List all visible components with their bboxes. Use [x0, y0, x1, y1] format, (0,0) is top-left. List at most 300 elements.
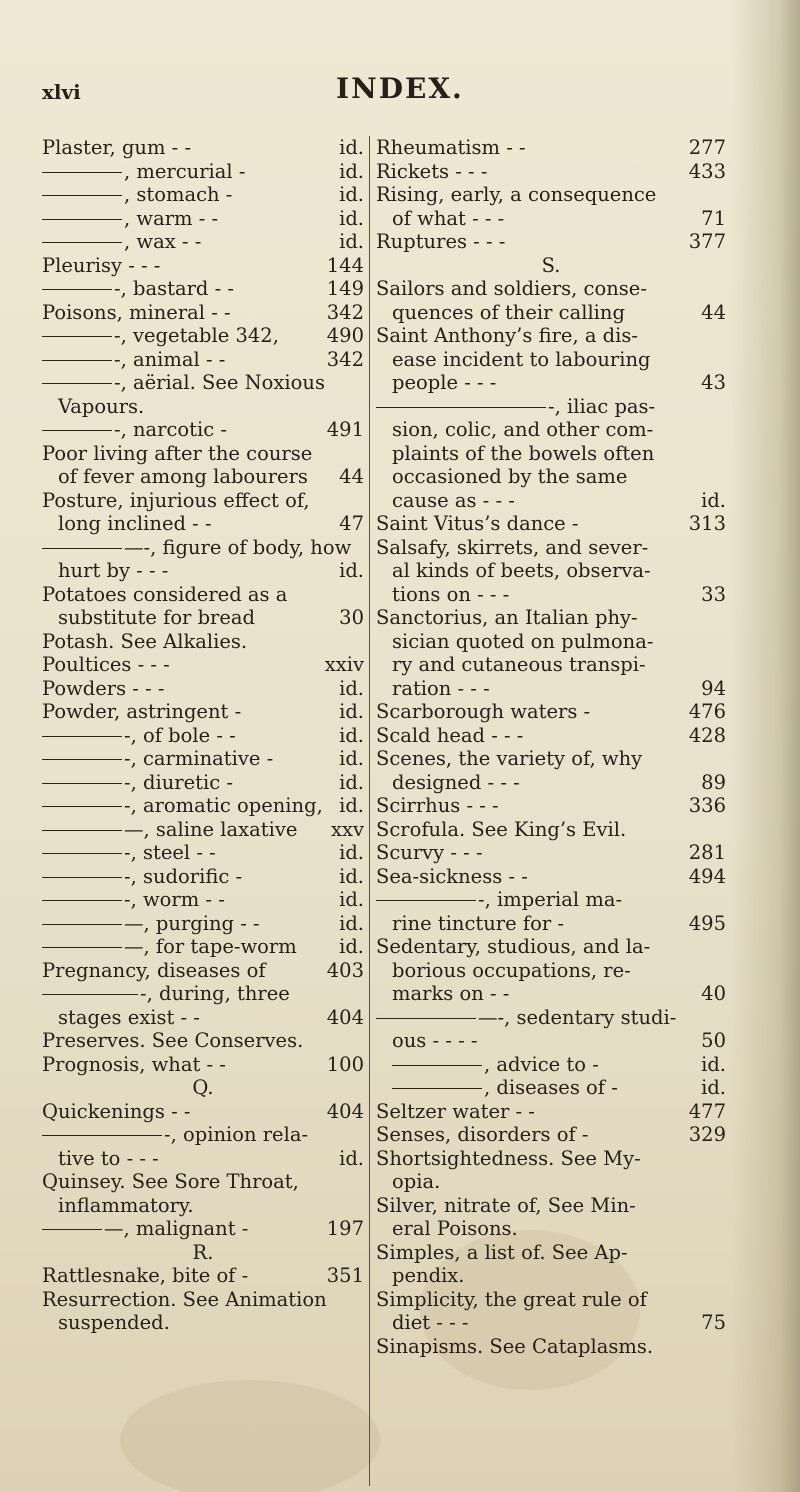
index-entry — [376, 160, 726, 184]
entry-text: —, purging - - — [124, 911, 260, 935]
index-entry — [42, 630, 364, 654]
entry-text: Sanctorius, an Italian phy- — [376, 606, 638, 629]
entry-text: -, iliac pas- — [548, 394, 656, 418]
index-entry — [42, 724, 364, 748]
entry-text: inflammatory. — [58, 1193, 194, 1217]
index-entry — [42, 959, 364, 983]
index-entry — [42, 442, 364, 466]
entry-page-ref: id. — [339, 159, 364, 183]
index-entry — [376, 935, 726, 959]
entry-text: —-, figure of body, how — [124, 535, 352, 559]
entry-page-ref: 197 — [326, 1217, 364, 1240]
entry-page-ref: id. — [339, 183, 364, 206]
entry-text: , warm - - — [124, 206, 219, 230]
index-entry — [376, 747, 726, 771]
entry-text: -, narcotic - — [114, 418, 227, 441]
entry-text: -, imperial ma- — [478, 888, 623, 911]
entry-page-ref: 75 — [701, 1311, 726, 1334]
entry-page-ref: xxv — [330, 817, 364, 841]
entry-text: borious occupations, re- — [392, 958, 631, 982]
index-entry — [376, 982, 726, 1006]
index-entry — [376, 1170, 726, 1194]
entry-text: Ruptures - - - — [376, 230, 506, 253]
entry-page-ref: id. — [339, 676, 364, 700]
index-entry — [42, 348, 364, 372]
index-entry — [42, 254, 364, 278]
ditto-rule — [42, 336, 112, 337]
entry-text: -, bastard - - — [114, 277, 234, 300]
entry-page-ref: 377 — [688, 230, 726, 253]
entry-text: -, steel - - — [124, 841, 216, 864]
index-entry — [42, 1006, 364, 1030]
entry-text: occasioned by the same — [392, 465, 628, 488]
entry-page-ref: 71 — [701, 206, 726, 230]
entry-text: Posture, injurious effect of, — [42, 488, 310, 512]
entry-page-ref: 50 — [701, 1029, 726, 1052]
section-letter: R. — [192, 1240, 214, 1264]
entry-text: diet - - - — [392, 1311, 469, 1334]
entry-text: Pregnancy, diseases of — [42, 958, 266, 982]
entry-text: -, aromatic opening, — [124, 794, 323, 817]
entry-page-ref: 94 — [701, 676, 726, 700]
index-entry — [376, 324, 726, 348]
index-entry — [376, 1053, 726, 1077]
entry-text: Preserves. See Conserves. — [42, 1029, 304, 1052]
entry-page-ref: 144 — [326, 253, 364, 277]
entry-page-ref: 336 — [688, 794, 726, 817]
index-entry — [376, 841, 726, 865]
index-entry — [376, 1264, 726, 1288]
index-entry — [42, 1029, 364, 1053]
entry-page-ref: id. — [701, 1076, 726, 1099]
ditto-rule — [42, 877, 122, 878]
entry-page-ref: xxiv — [324, 653, 364, 676]
entry-text: Quickenings - - — [42, 1099, 191, 1123]
entry-page-ref: 495 — [688, 911, 726, 935]
index-entry — [42, 771, 364, 795]
index-entry — [376, 301, 726, 325]
entry-text: Scenes, the variety of, why — [376, 747, 643, 770]
entry-page-ref: id. — [339, 559, 364, 582]
entry-page-ref: id. — [339, 1146, 364, 1170]
entry-page-ref: 44 — [701, 300, 726, 324]
entry-page-ref: 281 — [688, 841, 726, 864]
entry-text: Senses, disorders of - — [376, 1123, 589, 1146]
index-entry — [42, 207, 364, 231]
section-letter: Q. — [192, 1076, 214, 1099]
entry-page-ref: 404 — [326, 1099, 364, 1123]
entry-page-ref: id. — [339, 841, 364, 864]
entry-page-ref: id. — [701, 488, 726, 512]
entry-text: Sedentary, studious, and la- — [376, 935, 651, 958]
index-entry — [42, 747, 364, 771]
entry-page-ref: 342 — [326, 300, 364, 324]
entry-page-ref: 403 — [326, 958, 364, 982]
ditto-rule — [42, 242, 122, 243]
index-section-letter — [376, 254, 726, 278]
ditto-rule — [42, 994, 138, 995]
entry-text: Shortsightedness. See My- — [376, 1146, 641, 1170]
index-entry — [376, 1217, 726, 1241]
ditto-rule — [42, 383, 112, 384]
entry-text: of fever among labourers — [58, 465, 308, 488]
paper-stain — [120, 1380, 380, 1492]
index-entry — [376, 583, 726, 607]
index-entry — [376, 865, 726, 889]
entry-page-ref: 490 — [326, 324, 364, 347]
entry-page-ref: 40 — [701, 982, 726, 1005]
entry-page-ref: 44 — [339, 465, 364, 488]
entry-text: Salsafy, skirrets, and sever- — [376, 535, 649, 559]
index-entry — [376, 888, 726, 912]
entry-text: Vapours. — [58, 394, 145, 418]
entry-text: -, vegetable 342, — [114, 324, 279, 347]
entry-text: -, sudorific - — [124, 864, 243, 888]
ditto-rule — [42, 806, 122, 807]
entry-page-ref: 30 — [339, 606, 364, 629]
entry-text: Sinapisms. See Cataplasms. — [376, 1334, 654, 1358]
entry-page-ref: id. — [339, 230, 364, 253]
index-entry — [376, 1029, 726, 1053]
index-entry — [42, 395, 364, 419]
index-entry — [42, 606, 364, 630]
entry-text: -, animal - - — [114, 347, 226, 371]
index-entry — [376, 700, 726, 724]
entry-text: opia. — [392, 1170, 441, 1193]
entry-text: long inclined - - — [58, 512, 212, 535]
index-entry — [42, 677, 364, 701]
entry-text: hurt by - - - — [58, 559, 169, 582]
index-entry — [376, 230, 726, 254]
entry-page-ref: 342 — [326, 347, 364, 371]
entry-text: marks on - - — [392, 982, 510, 1005]
index-entry — [42, 183, 364, 207]
entry-text: Rattlesnake, bite of - — [42, 1264, 249, 1287]
page-header — [0, 72, 800, 112]
index-entry — [42, 160, 364, 184]
entry-text: Scrofula. See King’s Evil. — [376, 817, 627, 841]
entry-text: —, for tape-worm — [124, 935, 297, 958]
entry-page-ref: id. — [339, 864, 364, 888]
index-entry — [376, 653, 726, 677]
index-entry — [42, 324, 364, 348]
entry-text: Quinsey. See Sore Throat, — [42, 1170, 299, 1193]
entry-page-ref: id. — [701, 1052, 726, 1076]
ditto-rule — [42, 1135, 162, 1136]
entry-text: Resurrection. See Animation — [42, 1287, 327, 1311]
index-entry — [376, 1311, 726, 1335]
entry-text: al kinds of beets, observa- — [392, 559, 651, 582]
index-entry — [42, 935, 364, 959]
index-entry — [42, 841, 364, 865]
entry-text: Poultices - - - — [42, 653, 170, 676]
ditto-rule — [392, 1065, 482, 1066]
index-entry — [42, 818, 364, 842]
index-entry — [376, 1006, 726, 1030]
index-entry — [376, 771, 726, 795]
index-entry — [42, 277, 364, 301]
index-entry — [42, 465, 364, 489]
entry-text: Prognosis, what - - — [42, 1052, 226, 1076]
entry-text: people - - - — [392, 371, 497, 394]
index-entry — [42, 982, 364, 1006]
entry-text: -, opinion rela- — [164, 1123, 309, 1146]
ditto-rule — [42, 830, 122, 831]
entry-text: Simples, a list of. See Ap- — [376, 1240, 628, 1264]
index-entry — [42, 371, 364, 395]
entry-page-ref: 277 — [688, 136, 726, 159]
ditto-rule — [376, 407, 546, 408]
entry-text: -, worm - - — [124, 888, 225, 911]
index-entry — [376, 371, 726, 395]
index-entry — [376, 207, 726, 231]
entry-text: sion, colic, and other com- — [392, 418, 654, 441]
entry-page-ref: id. — [339, 700, 364, 723]
ditto-rule — [42, 289, 112, 290]
entry-text: , diseases of - — [484, 1076, 618, 1099]
entry-text: -, aërial. See Noxious — [114, 371, 325, 394]
index-entry — [42, 865, 364, 889]
index-column-right — [376, 136, 726, 1358]
section-letter: S. — [541, 253, 561, 277]
ditto-rule — [42, 783, 122, 784]
index-entry — [42, 1194, 364, 1218]
entry-text: Rickets - - - — [376, 159, 488, 183]
entry-page-ref: 100 — [326, 1052, 364, 1076]
index-entry — [42, 912, 364, 936]
entry-text: Potash. See Alkalies. — [42, 629, 248, 653]
index-entry — [376, 559, 726, 583]
index-entry — [376, 136, 726, 160]
entry-text: of what - - - — [392, 206, 505, 230]
page-edge-shadow — [730, 0, 800, 1492]
entry-text: , wax - - — [124, 230, 202, 253]
index-entry — [42, 653, 364, 677]
ditto-rule — [42, 1229, 102, 1230]
index-entry — [42, 1217, 364, 1241]
index-entry — [42, 888, 364, 912]
index-entry — [376, 959, 726, 983]
index-entry — [376, 442, 726, 466]
entry-page-ref: 89 — [701, 770, 726, 794]
index-entry — [376, 818, 726, 842]
entry-text: —, malignant - — [104, 1217, 249, 1240]
entry-page-ref: 428 — [688, 723, 726, 747]
entry-text: —-, sedentary studi- — [478, 1005, 677, 1029]
entry-page-ref: id. — [339, 794, 364, 817]
entry-page-ref: 351 — [326, 1264, 364, 1287]
entry-page-ref: id. — [339, 206, 364, 230]
index-section-letter — [42, 1241, 364, 1265]
entry-page-ref: 476 — [688, 700, 726, 723]
entry-page-ref: id. — [339, 747, 364, 770]
index-entry — [376, 630, 726, 654]
entry-text: Powders - - - — [42, 676, 165, 700]
entry-text: ry and cutaneous transpi- — [392, 653, 646, 676]
index-entry — [376, 1194, 726, 1218]
index-entry — [42, 1311, 364, 1335]
entry-text: Rheumatism - - — [376, 136, 526, 159]
ditto-rule — [42, 924, 122, 925]
entry-page-ref: 433 — [688, 159, 726, 183]
entry-text: Saint Vitus’s dance - — [376, 512, 579, 535]
index-entry — [42, 1147, 364, 1171]
index-entry — [42, 1123, 364, 1147]
ditto-rule — [376, 1018, 476, 1019]
entry-text: plaints of the bowels often — [392, 441, 655, 465]
entry-text: Scald head - - - — [376, 723, 524, 747]
entry-page-ref: 494 — [688, 864, 726, 888]
index-entry — [42, 583, 364, 607]
ditto-rule — [42, 947, 122, 948]
index-entry — [42, 536, 364, 560]
index-entry — [42, 301, 364, 325]
index-entry — [42, 230, 364, 254]
index-entry — [42, 418, 364, 442]
ditto-rule — [42, 900, 122, 901]
index-entry — [376, 465, 726, 489]
column-divider — [369, 136, 370, 1486]
entry-text: —, saline laxative — [124, 817, 298, 841]
entry-page-ref: id. — [339, 770, 364, 794]
index-section-letter — [42, 1076, 364, 1100]
entry-page-ref: id. — [339, 911, 364, 935]
index-entry — [376, 724, 726, 748]
entry-text: Silver, nitrate of, See Min- — [376, 1193, 636, 1217]
entry-page-ref: 491 — [326, 418, 364, 441]
index-entry — [376, 489, 726, 513]
index-entry — [42, 794, 364, 818]
entry-text: , mercurial - — [124, 159, 246, 183]
entry-text: quences of their calling — [392, 300, 625, 324]
index-entry — [376, 1147, 726, 1171]
index-entry — [376, 418, 726, 442]
entry-text: Seltzer water - - — [376, 1099, 535, 1123]
entry-page-ref: 43 — [701, 371, 726, 394]
entry-text: suspended. — [58, 1311, 170, 1334]
entry-page-ref: 329 — [688, 1123, 726, 1146]
entry-text: rine tincture for - — [392, 911, 564, 935]
entry-text: tions on - - - — [392, 582, 510, 606]
ditto-rule — [392, 1088, 482, 1089]
entry-page-ref: 313 — [688, 512, 726, 535]
index-entry — [376, 536, 726, 560]
ditto-rule — [42, 172, 122, 173]
entry-text: pendix. — [392, 1264, 465, 1287]
ditto-rule — [376, 900, 476, 901]
index-entry — [376, 348, 726, 372]
index-entry — [376, 912, 726, 936]
index-entry — [376, 1123, 726, 1147]
entry-page-ref: 477 — [688, 1099, 726, 1123]
index-entry — [376, 183, 726, 207]
entry-text: cause as - - - — [392, 488, 515, 512]
page-number: xlvi — [42, 80, 81, 104]
entry-text: eral Poisons. — [392, 1217, 518, 1240]
entry-page-ref: id. — [339, 136, 364, 159]
entry-text: -, carminative - — [124, 747, 274, 770]
index-entry — [376, 1335, 726, 1359]
entry-text: -, during, three — [140, 982, 290, 1005]
entry-text: Potatoes considered as a — [42, 582, 288, 606]
index-entry — [42, 1053, 364, 1077]
entry-text: ration - - - — [392, 676, 490, 700]
entry-text: ous - - - - — [392, 1029, 478, 1052]
entry-text: Simplicity, the great rule of — [376, 1287, 647, 1311]
page-title: INDEX. — [336, 72, 464, 105]
index-entry — [42, 489, 364, 513]
index-entry — [42, 136, 364, 160]
entry-text: ease incident to labouring — [392, 347, 651, 371]
entry-text: stages exist - - — [58, 1005, 200, 1029]
entry-text: Saint Anthony’s fire, a dis- — [376, 324, 638, 347]
entry-text: Sailors and soldiers, conse- — [376, 277, 647, 300]
index-entry — [376, 1288, 726, 1312]
ditto-rule — [42, 736, 122, 737]
entry-page-ref: 47 — [339, 512, 364, 535]
entry-text: Scirrhus - - - — [376, 794, 499, 817]
index-entry — [42, 1170, 364, 1194]
entry-text: tive to - - - — [58, 1146, 159, 1170]
index-entry — [42, 1100, 364, 1124]
index-entry — [376, 1100, 726, 1124]
ditto-rule — [42, 759, 122, 760]
index-entry — [42, 512, 364, 536]
entry-text: substitute for bread — [58, 606, 256, 629]
entry-text: Sea-sickness - - — [376, 864, 528, 888]
index-entry — [42, 559, 364, 583]
entry-text: Plaster, gum - - — [42, 136, 192, 159]
ditto-rule — [42, 430, 112, 431]
entry-page-ref: id. — [339, 888, 364, 911]
entry-text: , advice to - — [484, 1052, 599, 1076]
index-entry — [42, 700, 364, 724]
ditto-rule — [42, 853, 122, 854]
entry-text: designed - - - — [392, 770, 520, 794]
index-entry — [42, 1264, 364, 1288]
entry-text: Powder, astringent - — [42, 700, 242, 723]
entry-page-ref: id. — [339, 935, 364, 958]
entry-text: Poisons, mineral - - — [42, 300, 231, 324]
entry-text: Scarborough waters - — [376, 700, 591, 723]
entry-text: , stomach - — [124, 183, 233, 206]
index-entry — [376, 512, 726, 536]
entry-page-ref: id. — [339, 723, 364, 747]
index-entry — [376, 677, 726, 701]
index-entry — [42, 1288, 364, 1312]
entry-text: -, of bole - - — [124, 723, 236, 747]
entry-text: Poor living after the course — [42, 441, 313, 465]
entry-text: sician quoted on pulmona- — [392, 629, 654, 653]
entry-page-ref: 33 — [701, 582, 726, 606]
entry-page-ref: 149 — [326, 277, 364, 300]
index-entry — [376, 606, 726, 630]
index-entry — [376, 277, 726, 301]
index-entry — [376, 1076, 726, 1100]
entry-text: -, diuretic - — [124, 770, 233, 794]
ditto-rule — [42, 548, 122, 549]
entry-text: Scurvy - - - — [376, 841, 483, 864]
ditto-rule — [42, 195, 122, 196]
index-entry — [376, 395, 726, 419]
entry-text: Pleurisy - - - — [42, 253, 161, 277]
ditto-rule — [42, 360, 112, 361]
index-entry — [376, 794, 726, 818]
ditto-rule — [42, 219, 122, 220]
entry-page-ref: 404 — [326, 1005, 364, 1029]
index-column-left — [42, 136, 364, 1335]
entry-text: Rising, early, a consequence — [376, 183, 657, 206]
